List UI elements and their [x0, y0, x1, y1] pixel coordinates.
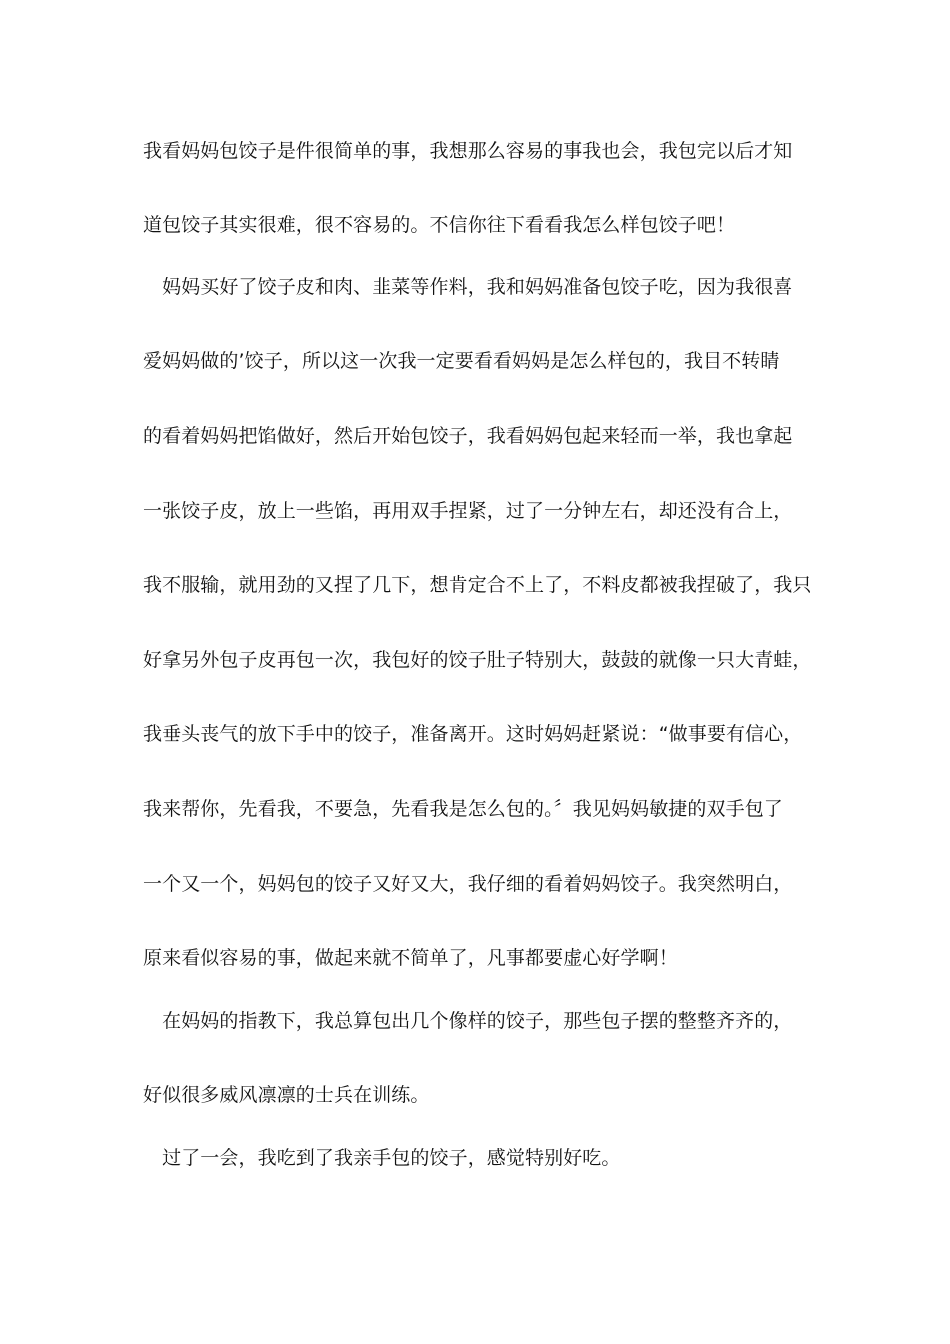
- text-line: 妈妈买好了饺子皮和肉、韭菜等作料，我和妈妈准备包饺子吃，因为我很喜: [143, 276, 793, 298]
- text-line: 我垂头丧气的放下手中的饺子，准备离开。这时妈妈赶紧说：“做事要有信心，: [143, 723, 803, 745]
- text-line: 的看着妈妈把馅做好，然后开始包饺子，我看妈妈包起来轻而一举，我也拿起: [143, 425, 793, 447]
- text-line: 好拿另外包子皮再包一次，我包好的饺子肚子特别大，鼓鼓的就像一只大青蛙，: [143, 649, 812, 671]
- text-line: 过了一会，我吃到了我亲手包的饺子，感觉特别好吃。: [143, 1147, 621, 1169]
- text-line: 一个又一个，妈妈包的饺子又好又大，我仔细的看着妈妈饺子。我突然明白，: [143, 873, 793, 895]
- text-line: 我不服输，就用劲的又捏了几下，想肯定合不上了，不料皮都被我捏破了，我只: [143, 574, 812, 596]
- text-line: 一张饺子皮，放上一些馅，再用双手捏紧，过了一分钟左右，却还没有合上，: [143, 500, 793, 522]
- text-line: 好似很多威风凛凛的士兵在训练。: [143, 1084, 430, 1106]
- text-line: 爱妈妈做的’饺子，所以这一次我一定要看看妈妈是怎么样包的，我目不转睛: [143, 350, 780, 372]
- text-line: 我看妈妈包饺子是件很简单的事，我想那么容易的事我也会，我包完以后才知: [143, 140, 793, 162]
- text-line: 道包饺子其实很难，很不容易的。不信你往下看看我怎么样包饺子吧！: [143, 214, 736, 236]
- text-line: 在妈妈的指教下，我总算包出几个像样的饺子，那些包子摆的整整齐齐的，: [143, 1010, 793, 1032]
- text-line: 原来看似容易的事，做起来就不简单了，凡事都要虚心好学啊！: [143, 947, 678, 969]
- text-line: 我来帮你，先看我，不要急，先看我是怎么包的。〞我见妈妈敏捷的双手包了: [143, 798, 783, 820]
